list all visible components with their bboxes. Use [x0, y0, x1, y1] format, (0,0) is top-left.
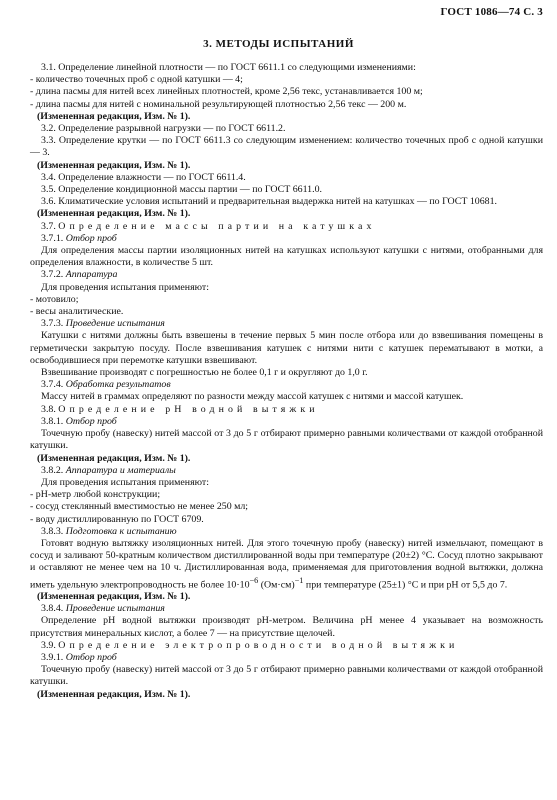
clause-3-8-heading: [30, 404, 543, 416]
clause-title: Определение массы партии на катушках: [58, 220, 376, 232]
text-run: Готовят водную вытяжку изоляционных нитей. Для этого точечную пробу (навеску) нитей измельчают, помещают в сосуд и заливают 50-кратным количеством дистиллированной воды при температуре (20±2) °С. Сосуд плотно закрывают и оставляют не менее чем на 10 ч. Дистиллированная вода, применяемая для приготовления водной вытяжки, должна иметь удельную электропроводность не более 10·10: [30, 537, 543, 590]
clause-number: 3.8.3.: [41, 525, 64, 537]
superscript: −1: [294, 575, 304, 585]
clause-3-8-2-heading: [30, 465, 543, 477]
clause-3-7-3-text: Катушки с нитями должны быть взвешены в течение первых 5 мин после отбора или до взвешивания помещены в герметически закрытую посуду. После взвешивания катушек с нитями нити с катушек перематывают в мотки, а освободившиеся при перемотке катушки взвешивают.: [30, 330, 543, 366]
clause-title: Проведение испытания: [65, 318, 165, 330]
amendment-note: (Измененная редакция, Изм. № 1).: [37, 208, 191, 220]
clause-title: Проведение испытания: [65, 603, 165, 615]
clause-number: 3.8.: [41, 403, 56, 415]
clause-title: Отбор проб: [65, 232, 117, 244]
clause-3-8-2-lead: Для проведения испытания применяют:: [41, 476, 209, 488]
list-item: - длина пасмы для нитей с номинальной результирующей плотностью 2,56 текс — 200 м.: [30, 98, 407, 110]
clause-3-7-1-text: Для определения массы партии изоляционных нитей на катушках используют катушки с нитями, отобранными для определения влажности, в количестве 5 шт.: [30, 245, 543, 269]
clause-title: Отбор проб: [65, 415, 117, 427]
section-title: 3. МЕТОДЫ ИСПЫТАНИЙ: [203, 38, 354, 50]
page-header: ГОСТ 1086—74 С. 3: [440, 6, 543, 18]
list-item: - весы аналитические.: [30, 306, 124, 318]
clause-3-5: 3.5. Определение кондиционной массы партии — по ГОСТ 6611.0.: [41, 184, 322, 196]
text-run: (Ом·см): [258, 578, 295, 590]
amendment-note: (Измененная редакция, Изм. № 1).: [37, 452, 191, 464]
clause-3-6: 3.6. Климатические условия испытаний и предварительная выдержка нитей на катушках — по ГОСТ 10681.: [41, 196, 498, 208]
amendment-note: (Измененная редакция, Изм. № 1).: [37, 688, 191, 700]
list-item: - воду дистиллированную по ГОСТ 6709.: [30, 513, 204, 525]
clause-3-7-4-heading: [30, 379, 543, 391]
clause-3-7-2-heading: [30, 269, 543, 281]
clause-title: Обработка результатов: [65, 379, 171, 391]
clause-3-7-1-heading: [30, 233, 543, 245]
clause-3-7-2-lead: Для проведения испытания применяют:: [41, 281, 209, 293]
clause-3-8-1-heading: [30, 416, 543, 428]
clause-title: Подготовка к испытанию: [65, 525, 177, 537]
clause-title: Определение электропроводности водной вытяжки: [58, 639, 459, 651]
clause-number: 3.8.4.: [41, 603, 64, 615]
clause-3-4: 3.4. Определение влажности — по ГОСТ 6611.4.: [41, 171, 246, 183]
clause-number: 3.8.1.: [41, 415, 64, 427]
clause-3-8-1-text: Точечную пробу (навеску) нитей массой от 3 до 5 г отбирают примерно равными количествами от каждой отобранной катушки.: [30, 428, 543, 452]
clause-number: 3.7.4.: [41, 379, 64, 391]
list-item: - сосуд стеклянный вместимостью не менее 250 мл;: [30, 501, 249, 513]
clause-title: Аппаратура: [65, 269, 118, 281]
list-item: - pH-метр любой конструкции;: [30, 489, 161, 501]
list-item: - длина пасмы для нитей всех линейных плотностей, кроме 2,56 текс, устанавливается 100 м;: [30, 86, 423, 98]
list-item: - мотовило;: [30, 293, 79, 305]
clause-number: 3.7.2.: [41, 269, 64, 281]
clause-3-9-1-text: Точечную пробу (навеску) нитей массой от 3 до 5 г отбирают примерно равными количествами от каждой отобранной катушки.: [30, 664, 543, 688]
clause-number: 3.8.2.: [41, 464, 64, 476]
clause-3-1: 3.1. Определение линейной плотности — по ГОСТ 6611.1 со следующими изменениями:: [41, 62, 416, 73]
clause-number: 3.9.1.: [41, 652, 64, 664]
list-item: - количество точечных проб с одной катушки — 4;: [30, 74, 243, 86]
clause-3-8-3-text: [30, 538, 543, 591]
document-body: [30, 62, 543, 701]
clause-number: 3.7.3.: [41, 318, 64, 330]
amendment-note: (Измененная редакция, Изм. № 1).: [37, 159, 191, 171]
clause-3-7-4-text: Массу нитей в граммах определяют по разности между массой катушек с нитями и массой катушек.: [41, 391, 464, 403]
amendment-note: (Измененная редакция, Изм. № 1).: [37, 110, 191, 122]
clause-title: Аппаратура и материалы: [65, 464, 176, 476]
clause-3-9-heading: [30, 640, 543, 652]
clause-title: Отбор проб: [65, 652, 117, 664]
clause-3-7-3-text: Взвешивание производят с погрешностью не более 0,1 г и округляют до 1,0 г.: [41, 367, 368, 379]
clause-3-9-1-heading: [30, 652, 543, 664]
amendment-note: (Измененная редакция, Изм. № 1).: [37, 591, 191, 603]
clause-3-7-heading: [30, 221, 543, 233]
clause-3-8-4-heading: [30, 603, 543, 615]
clause-3-3: 3.3. Определение крутки — по ГОСТ 6611.3 со следующим изменением: количество точечных проб с одной катушки — 3.: [30, 135, 543, 159]
clause-3-2: 3.2. Определение разрывной нагрузки — по ГОСТ 6611.2.: [41, 123, 286, 135]
clause-number: 3.9.: [41, 639, 56, 651]
superscript: −6: [249, 575, 259, 585]
clause-number: 3.7.: [41, 220, 56, 232]
clause-3-7-3-heading: [30, 318, 543, 330]
clause-3-8-4-text: Определение pH водной вытяжки производят pH-метром. Величина pH менее 4 указывает на возможность присутствия минеральных кислот, а более 7 — на присутствие щелочей.: [30, 615, 543, 639]
text-run: при температуре (25±1) °С и при pH от 5,5 до 7.: [303, 578, 508, 590]
clause-title: Определение pH водной вытяжки: [58, 403, 319, 415]
clause-3-8-3-heading: [30, 526, 543, 538]
clause-number: 3.7.1.: [41, 232, 64, 244]
